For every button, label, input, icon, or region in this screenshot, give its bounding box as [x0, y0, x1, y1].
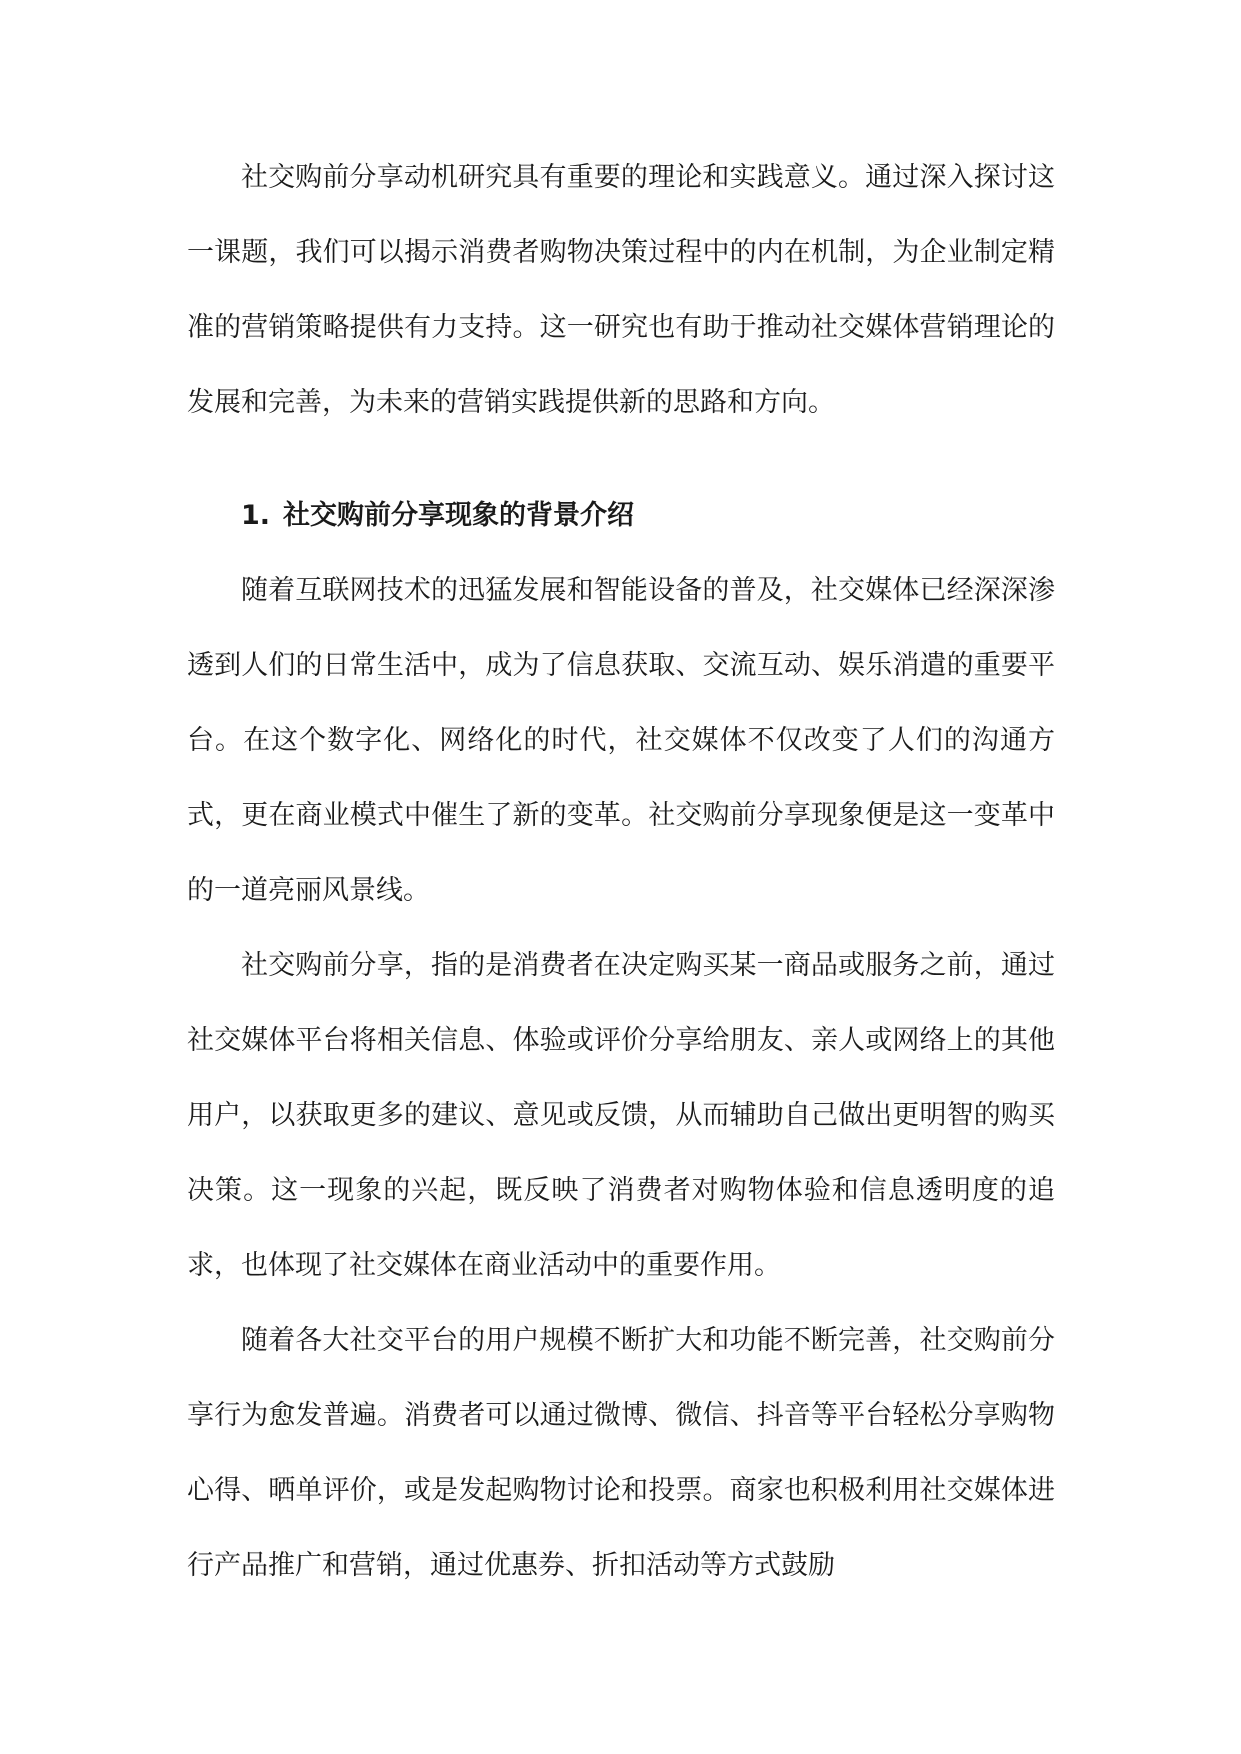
body-paragraph: 随着互联网技术的迅猛发展和智能设备的普及，社交媒体已经深深渗透到人们的日常生活中，成为了信息获取、交流互动、娱乐消遣的重要平台。在这个数字化、网络化的时代，社交媒体不仅改变了人们的沟通方式，更在商业模式中催生了新的变革。社交购前分享现象便是这一变革中的一道亮丽风景线。 [187, 575, 1055, 906]
body-paragraph: 社交购前分享，指的是消费者在决定购买某一商品或服务之前，通过社交媒体平台将相关信息、体验或评价分享给朋友、亲人或网络上的其他用户，以获取更多的建议、意见或反馈，从而辅助自己做出更明智的购买决策。这一现象的兴起，既反映了消费者对购物体验和信息透明度的追求，也体现了社交媒体在商业活动中的重要作用。 [187, 950, 1055, 1281]
section-heading [187, 478, 1055, 553]
section-title: 社交购前分享现象的背景介绍 [283, 500, 634, 531]
intro-paragraph: 社交购前分享动机研究具有重要的理论和实践意义。通过深入探讨这一课题，我们可以揭示消费者购物决策过程中的内在机制，为企业制定精准的营销策略提供有力支持。这一研究也有助于推动社交媒体营销理论的发展和完善，为未来的营销实践提供新的思路和方向。 [187, 162, 1055, 418]
section-number: 1. [241, 500, 271, 531]
body-paragraph: 随着各大社交平台的用户规模不断扩大和功能不断完善，社交购前分享行为愈发普遍。消费者可以通过微博、微信、抖音等平台轻松分享购物心得、晒单评价，或是发起购物讨论和投票。商家也积极利用社交媒体进行产品推广和营销，通过优惠券、折扣活动等方式鼓励 [187, 1325, 1055, 1581]
section-gap [187, 440, 1055, 478]
document-page [187, 140, 1055, 1603]
